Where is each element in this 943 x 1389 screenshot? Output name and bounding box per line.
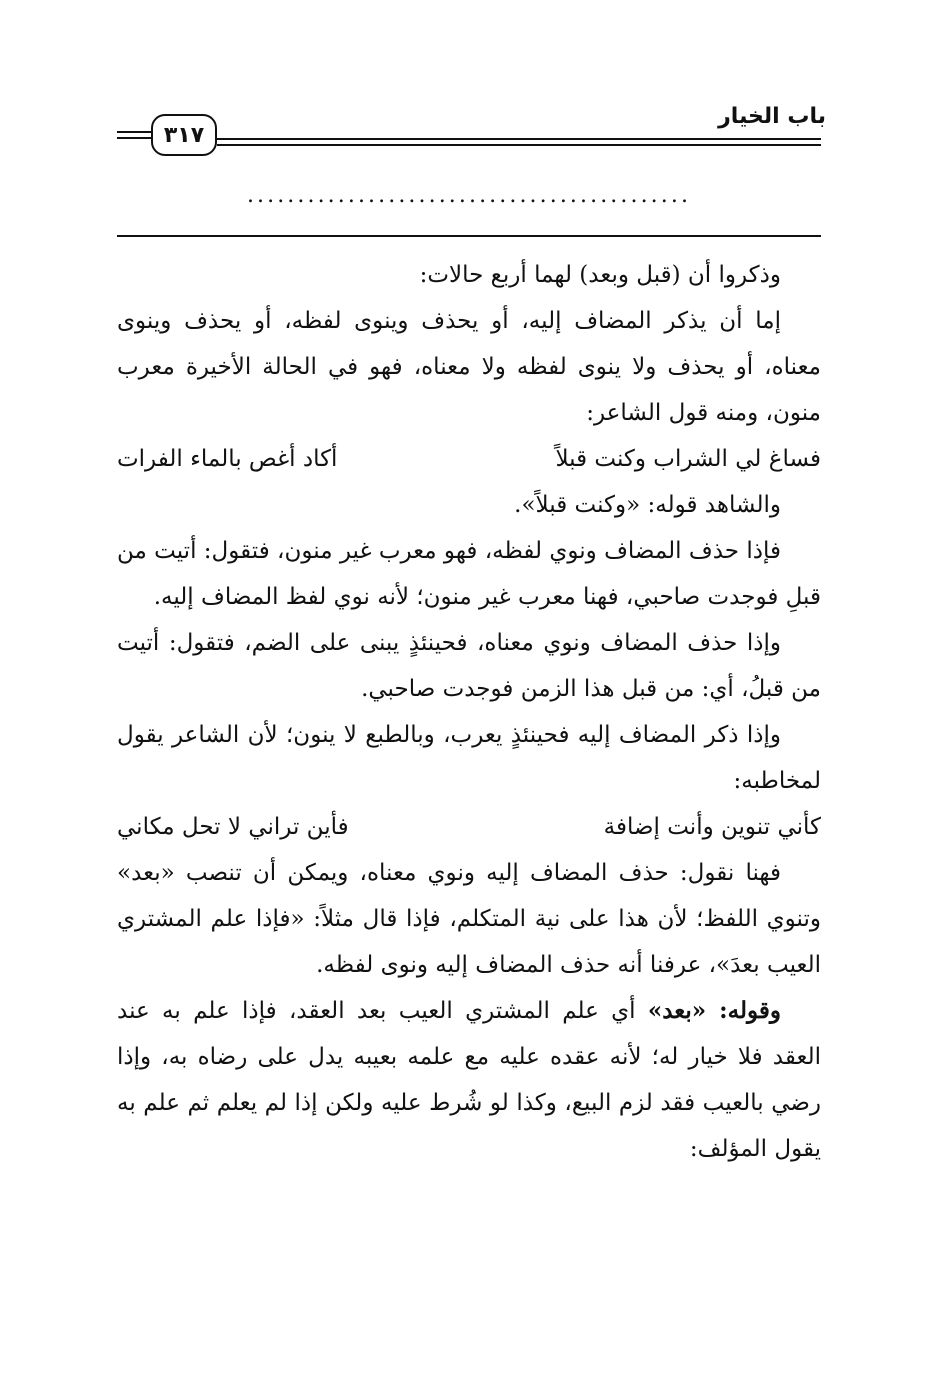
header-rule-left-top [117, 131, 151, 133]
paragraph-text: أي علم المشتري العيب بعد العقد، فإذا علم به عند العقد فلا خيار له؛ لأنه عقده عليه مع علمه بعيبه يدل على رضاه به، وإذا رضي بالعيب فقد لزم البيع، وكذا لو شُرط عليه ولكن إذا لم يعلم ثم علم به يقول المؤلف: [117, 998, 821, 1162]
verse-hemistich-right: كأني تنوين وأنت إضافة [603, 814, 821, 840]
verse-hemistich-right: فساغ لي الشراب وكنت قبلاً [555, 446, 821, 472]
body-text [117, 252, 821, 1172]
verse-hemistich-left: فأين تراني لا تحل مكاني [117, 814, 349, 840]
paragraph: والشاهد قوله: «وكنت قبلاً». [514, 492, 781, 518]
paragraph: وذكروا أن (قبل وبعد) لهما أربع حالات: [419, 262, 781, 288]
chapter-title: باب الخيار [718, 104, 826, 129]
paragraph: وإذا ذكر المضاف إليه فحينئذٍ يعرب، وبالطبع لا ينون؛ لأن الشاعر يقول لمخاطبه: [117, 722, 821, 794]
verse-hemistich-left: أكاد أغص بالماء الفرات [117, 446, 338, 472]
page-number: ٣١٧ [151, 114, 217, 156]
dotted-separator: ............................................ [246, 183, 692, 208]
header-rule-right-top [217, 138, 821, 140]
paragraph: فهنا نقول: حذف المضاف إليه ونوي معناه، ويمكن أن تنصب «بعد» وتنوي اللفظ؛ لأن هذا على نية المتكلم، فإذا قال مثلاً: «فإذا علم المشتري العيب بعدَ»، عرفنا أنه حذف المضاف إليه ونوى لفظه. [117, 860, 821, 978]
header-rule-right-bottom [217, 144, 821, 146]
paragraph [117, 988, 821, 1172]
verse-line [117, 804, 821, 850]
quoted-term: وقوله: «بعد» [647, 997, 781, 1024]
header-rule-left-bottom [117, 137, 151, 139]
verse-line [117, 436, 821, 482]
paragraph: وإذا حذف المضاف ونوي معناه، فحينئذٍ يبنى على الضم، فتقول: أتيت من قبلُ، أي: من قبل هذا الزمن فوجدت صاحبي. [117, 630, 821, 702]
section-divider [117, 235, 821, 237]
paragraph: فإذا حذف المضاف ونوي لفظه، فهو معرب غير منون، فتقول: أتيت من قبلِ فوجدت صاحبي، فهنا معرب غير منون؛ لأنه نوي لفظ المضاف إليه. [117, 538, 821, 610]
paragraph: إما أن يذكر المضاف إليه، أو يحذف وينوى لفظه، أو يحذف وينوى معناه، أو يحذف ولا ينوى لفظه ولا معناه، فهو في الحالة الأخيرة معرب منون، ومنه قول الشاعر: [117, 308, 821, 426]
